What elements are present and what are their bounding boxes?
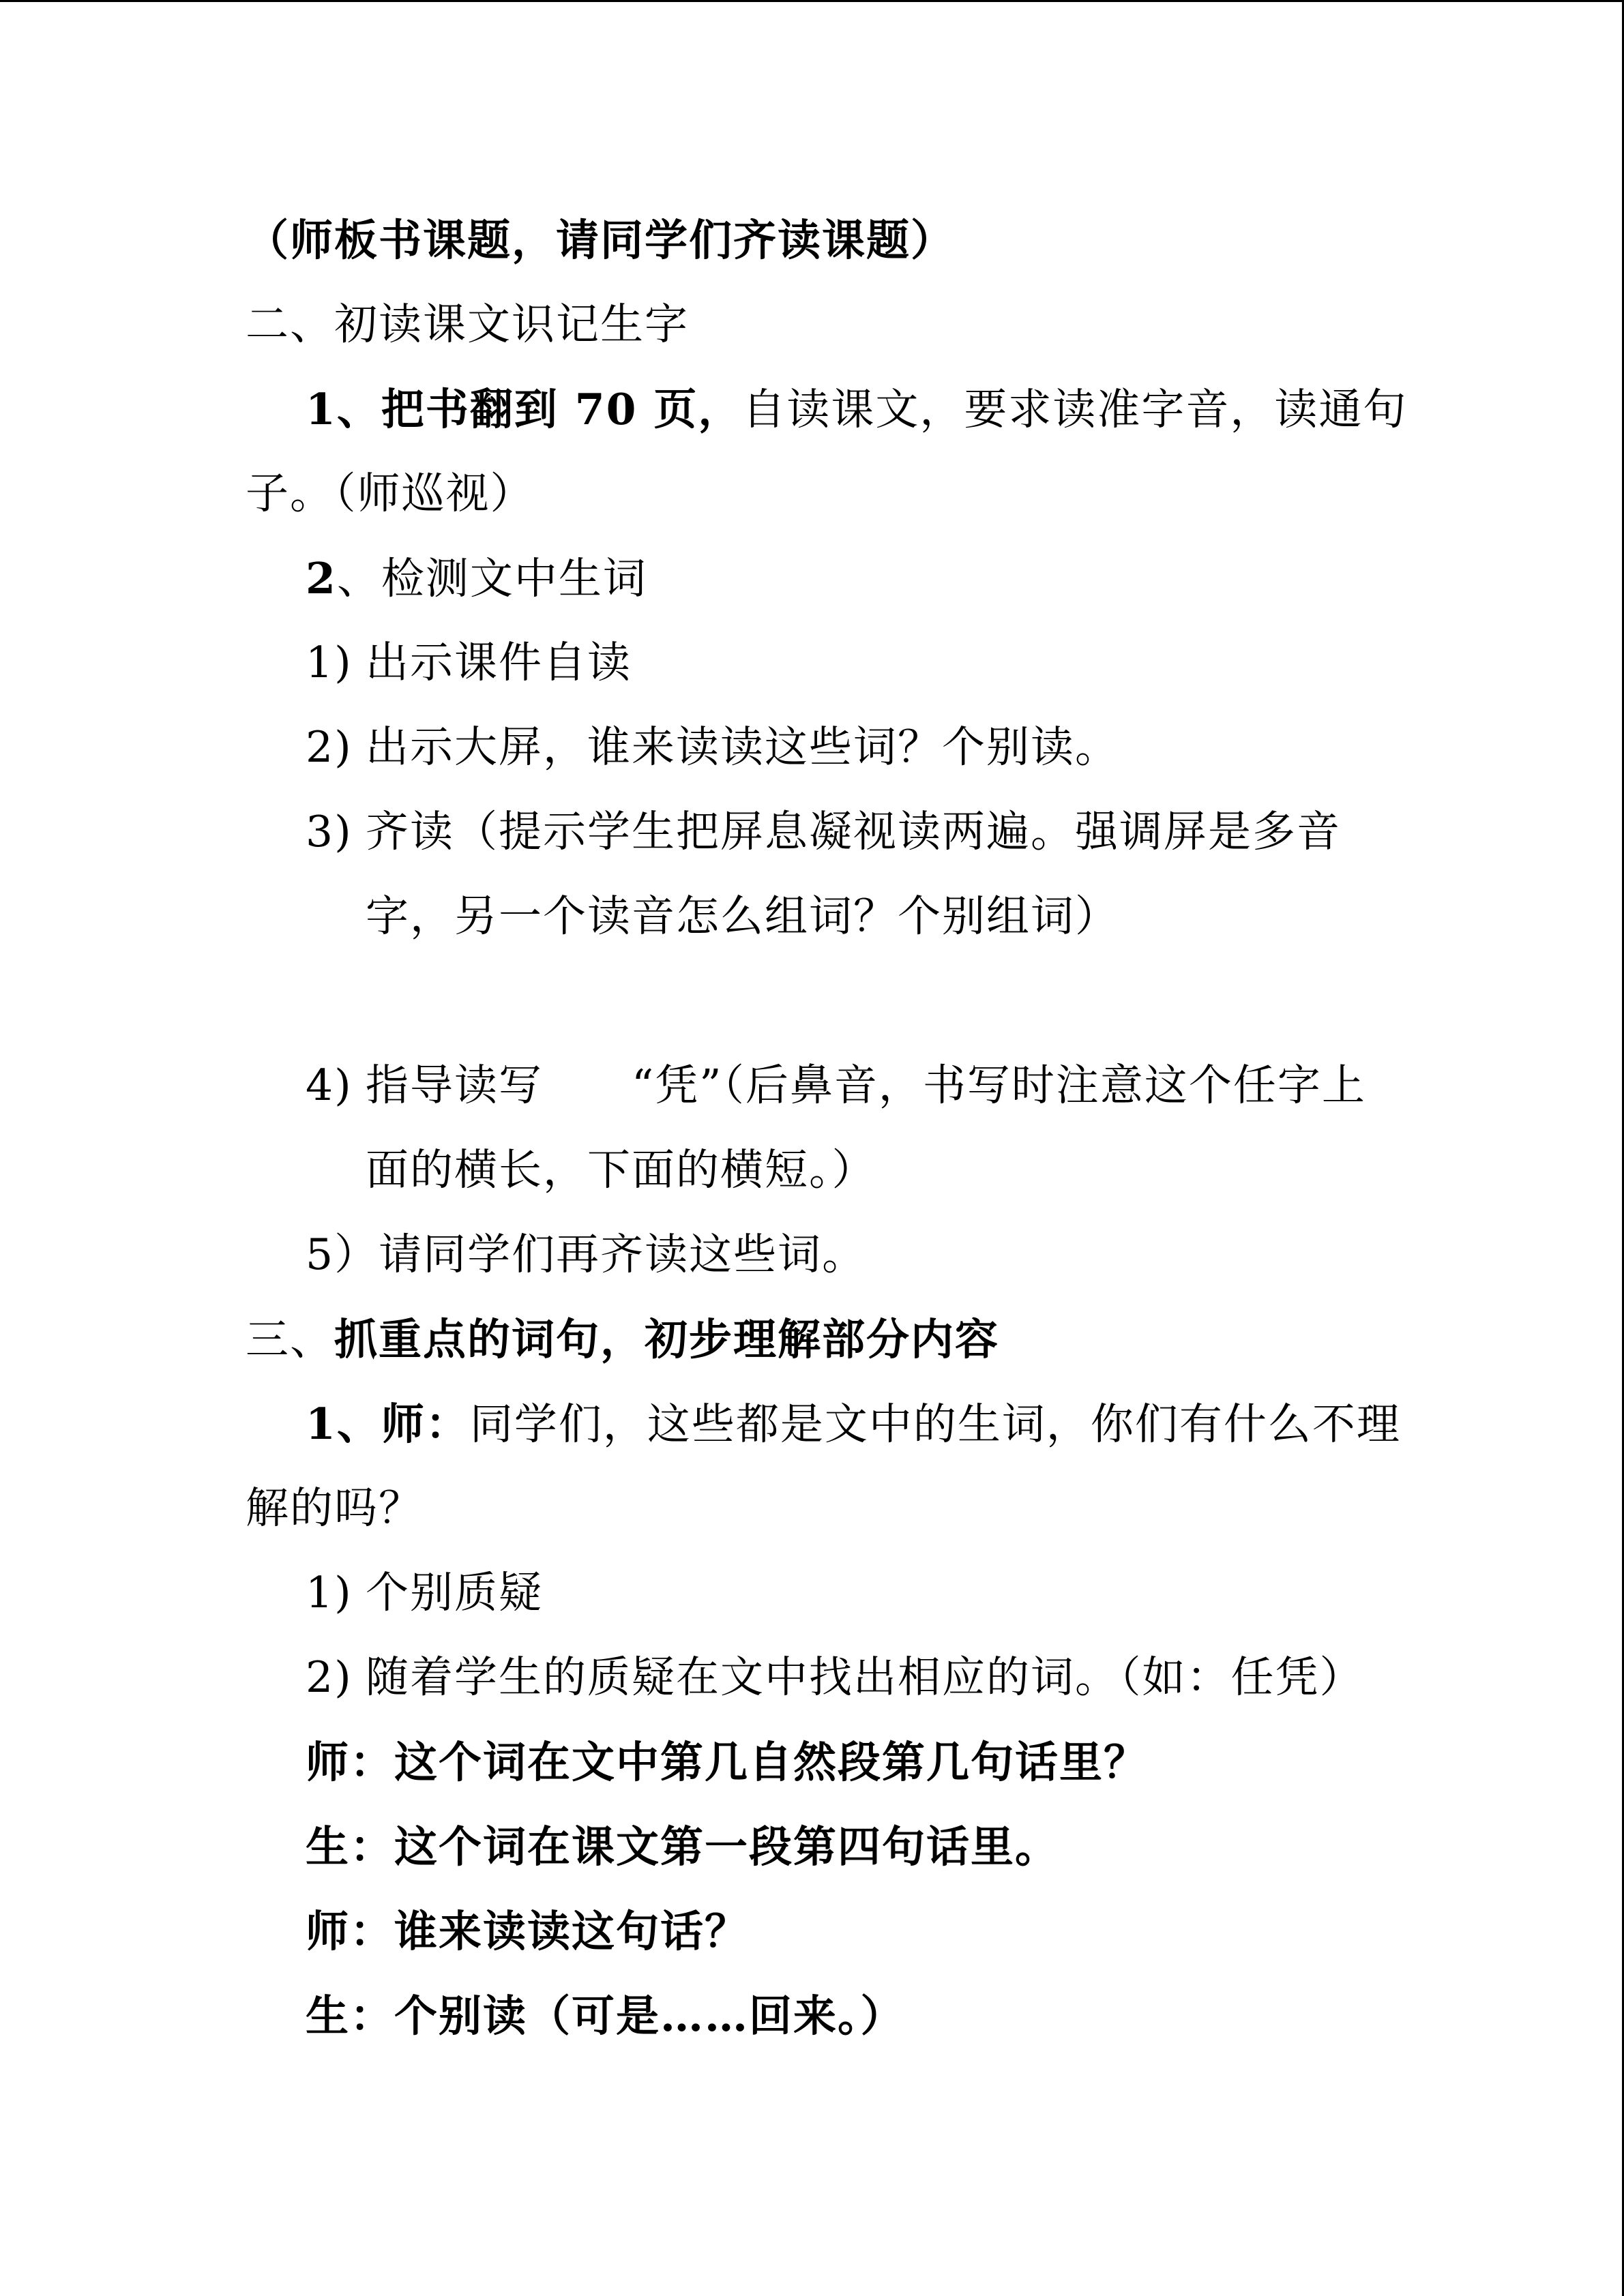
dialogue-student-1: 生：这个词在课文第一段第四句话里。 (306, 1821, 1059, 1872)
list-item-2: 2) 出示大屏，谁来读读这些词？个别读。 (306, 722, 1119, 772)
page-border-top (0, 0, 1624, 2)
step-1-line-1: 1、把书翻到 70 页，自读课文，要求读准字音，读通句 (306, 384, 1408, 434)
board-title-instruction: （师板书课题，请同学们齐读课题） (246, 215, 955, 265)
list-item-4-line-2: 面的横长，下面的横短。） (366, 1145, 876, 1195)
list-item-3-line-1: 3) 齐读（提示学生把屏息凝视读两遍。强调屏是多音 (306, 807, 1341, 856)
list-item-4-line-1: 4) 指导读写 “凭”（后鼻音，书写时注意这个任字上 (306, 1060, 1366, 1110)
teacher-question-line-1: 1、师：同学们，这些都是文中的生词，你们有什么不理 (306, 1399, 1401, 1449)
sub-item-2: 2) 随着学生的质疑在文中找出相应的词。（如：任凭） (306, 1652, 1364, 1702)
list-item-3-line-2: 字，另一个读音怎么组词？个别组词） (366, 891, 1119, 941)
dialogue-student-2: 生：个别读（可是……回来。） (306, 1991, 905, 2041)
step-2-heading: 2、检测文中生词 (306, 553, 647, 603)
dialogue-teacher-2: 师：谁来读读这句话？ (306, 1906, 749, 1956)
section-heading-2: 二、初读课文识记生字 (246, 299, 689, 349)
list-item-1: 1) 出示课件自读 (306, 638, 632, 687)
sub-item-1: 1) 个别质疑 (306, 1568, 543, 1617)
list-item-5: 5）请同学们再齐读这些词。 (306, 1229, 867, 1279)
teacher-question-line-2: 解的吗？ (246, 1483, 423, 1533)
dialogue-teacher-1: 师：这个词在文中第几自然段第几句话里？ (306, 1737, 1148, 1787)
step-1-line-2: 子。（师巡视） (246, 468, 535, 518)
section-heading-3: 三、抓重点的词句，初步理解部分内容 (246, 1314, 999, 1365)
